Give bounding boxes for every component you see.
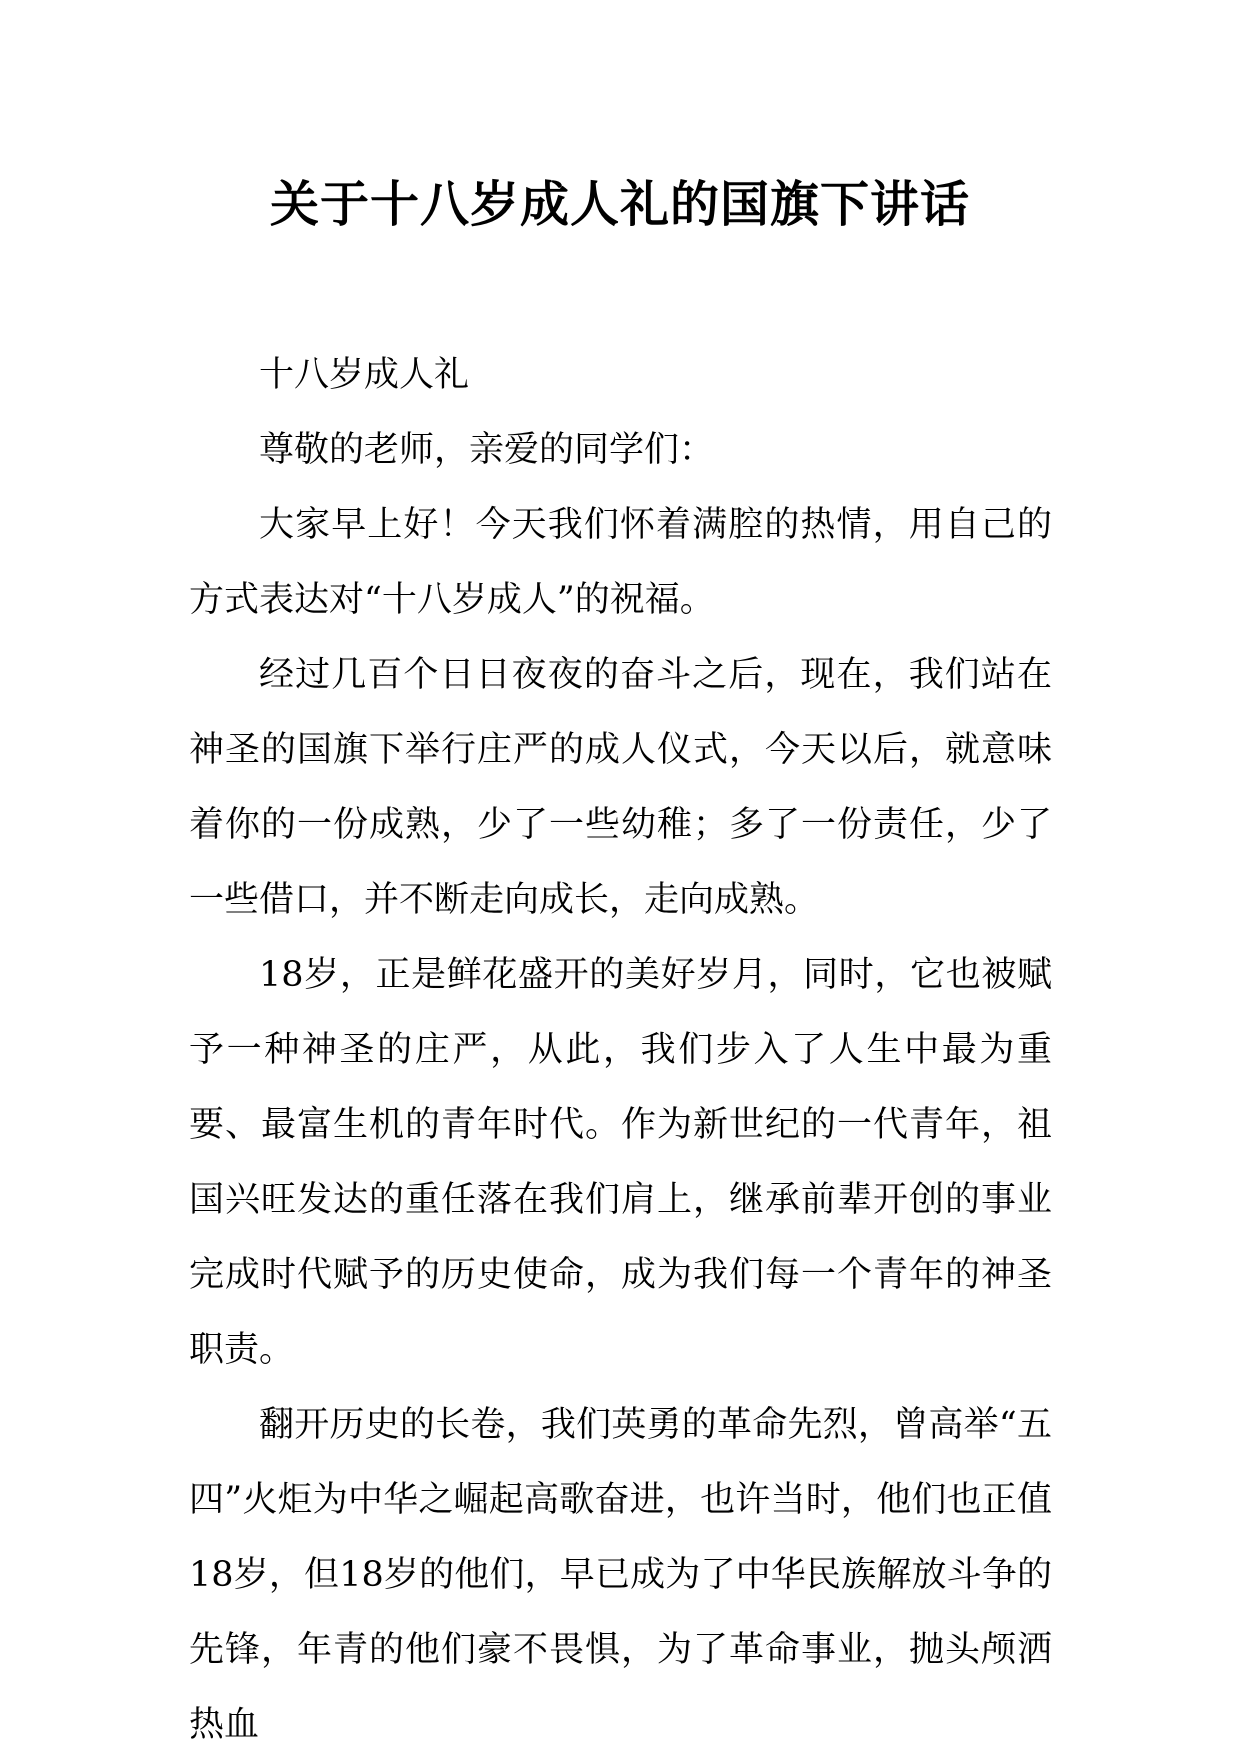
paragraph: 大家早上好！今天我们怀着满腔的热情，用自己的方式表达对“十八岁成人”的祝福。 xyxy=(189,505,1052,620)
paragraph: 翻开历史的长卷，我们英勇的革命先烈，曾高举“五四”火炬为中华之崛起高歌奋进，也许当时，他们也正值18岁，但18岁的他们，早已成为了中华民族解放斗争的先锋，年青的他们豪不畏惧，为了革命事业，抛头颅洒热血 xyxy=(189,1405,1052,1745)
document-body xyxy=(189,338,1052,1763)
document-title: 关于十八岁成人礼的国旗下讲话 xyxy=(269,175,970,233)
paragraph-salutation: 尊敬的老师，亲爱的同学们： xyxy=(259,430,715,470)
paragraph: 经过几百个日日夜夜的奋斗之后，现在，我们站在神圣的国旗下举行庄严的成人仪式，今天以后，就意味着你的一份成熟，少了一些幼稚；多了一份责任，少了一些借口，并不断走向成长，走向成熟。 xyxy=(189,655,1052,920)
paragraph: 18岁，正是鲜花盛开的美好岁月，同时，它也被赋予一种神圣的庄严，从此，我们步入了人生中最为重要、最富生机的青年时代。作为新世纪的一代青年，祖国兴旺发达的重任落在我们肩上，继承前辈开创的事业完成时代赋予的历史使命，成为我们每一个青年的神圣职责。 xyxy=(189,955,1052,1370)
paragraph-heading: 十八岁成人礼 xyxy=(259,355,470,395)
